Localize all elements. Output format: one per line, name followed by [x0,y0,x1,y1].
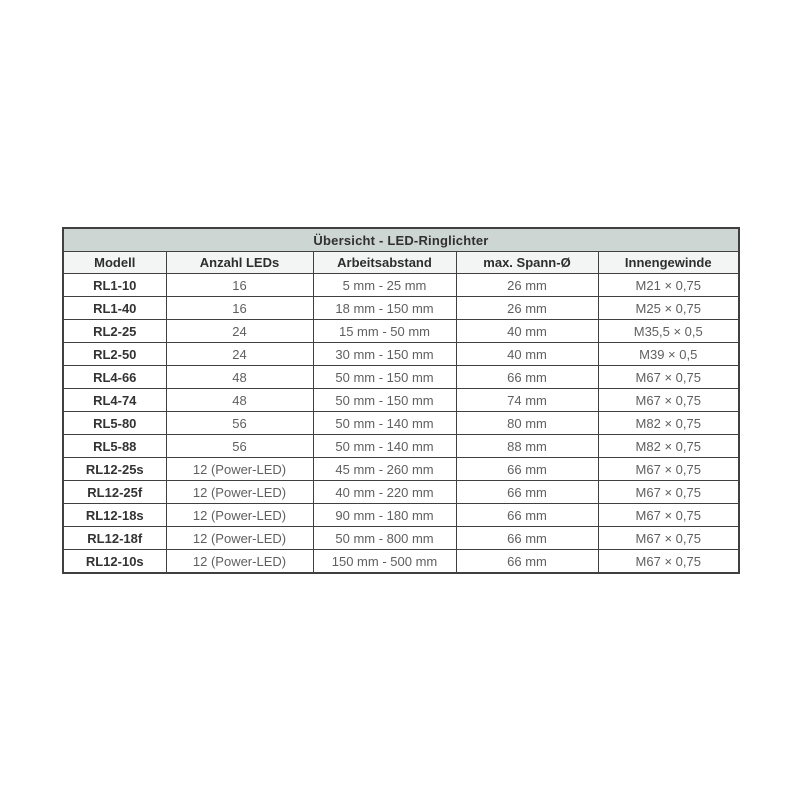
data-cell: 50 mm - 140 mm [313,412,456,435]
data-cell: 12 (Power-LED) [166,458,313,481]
model-cell: RL12-25s [63,458,166,481]
data-cell: 26 mm [456,297,598,320]
data-cell: 12 (Power-LED) [166,504,313,527]
model-cell: RL4-66 [63,366,166,389]
data-cell: 40 mm [456,320,598,343]
data-cell: 56 [166,412,313,435]
model-cell: RL12-10s [63,550,166,574]
data-cell: 50 mm - 150 mm [313,366,456,389]
data-cell: 66 mm [456,366,598,389]
model-cell: RL12-18f [63,527,166,550]
data-cell: 90 mm - 180 mm [313,504,456,527]
data-cell: 12 (Power-LED) [166,481,313,504]
data-cell: 24 [166,343,313,366]
data-cell: 16 [166,297,313,320]
model-cell: RL4-74 [63,389,166,412]
table-row [63,527,739,550]
data-cell: 50 mm - 150 mm [313,389,456,412]
data-cell: 50 mm - 800 mm [313,527,456,550]
data-cell: M67 × 0,75 [598,550,739,574]
data-cell: 66 mm [456,458,598,481]
title-row [63,228,739,252]
data-cell: 66 mm [456,550,598,574]
column-header: Innengewinde [598,252,739,274]
table-row [63,274,739,297]
table-row [63,458,739,481]
data-cell: 80 mm [456,412,598,435]
data-cell: 12 (Power-LED) [166,550,313,574]
table-row [63,550,739,574]
model-cell: RL2-25 [63,320,166,343]
data-cell: M82 × 0,75 [598,435,739,458]
data-cell: 45 mm - 260 mm [313,458,456,481]
led-ringlight-table-container [62,227,740,574]
table-row [63,435,739,458]
column-header-row [63,252,739,274]
data-cell: M35,5 × 0,5 [598,320,739,343]
model-cell: RL5-80 [63,412,166,435]
data-cell: M82 × 0,75 [598,412,739,435]
model-cell: RL1-40 [63,297,166,320]
model-cell: RL12-18s [63,504,166,527]
data-cell: 5 mm - 25 mm [313,274,456,297]
data-cell: 30 mm - 150 mm [313,343,456,366]
led-ringlight-spec-table [62,227,740,574]
data-cell: 150 mm - 500 mm [313,550,456,574]
model-cell: RL2-50 [63,343,166,366]
data-cell: 12 (Power-LED) [166,527,313,550]
data-cell: 48 [166,389,313,412]
data-cell: 15 mm - 50 mm [313,320,456,343]
table-row [63,320,739,343]
model-cell: RL1-10 [63,274,166,297]
data-cell: 18 mm - 150 mm [313,297,456,320]
table-row [63,412,739,435]
data-cell: M67 × 0,75 [598,527,739,550]
data-cell: 66 mm [456,481,598,504]
column-header: Anzahl LEDs [166,252,313,274]
table-row [63,297,739,320]
data-cell: M67 × 0,75 [598,458,739,481]
data-cell: 50 mm - 140 mm [313,435,456,458]
data-cell: 66 mm [456,504,598,527]
data-cell: M39 × 0,5 [598,343,739,366]
table-row [63,343,739,366]
data-cell: M67 × 0,75 [598,504,739,527]
table-row [63,504,739,527]
data-cell: 26 mm [456,274,598,297]
data-cell: 40 mm [456,343,598,366]
column-header: Modell [63,252,166,274]
data-cell: 74 mm [456,389,598,412]
data-cell: M67 × 0,75 [598,389,739,412]
data-cell: 56 [166,435,313,458]
table-body [63,274,739,574]
data-cell: M21 × 0,75 [598,274,739,297]
column-header: Arbeitsabstand [313,252,456,274]
table-row [63,366,739,389]
data-cell: 48 [166,366,313,389]
data-cell: M25 × 0,75 [598,297,739,320]
data-cell: 88 mm [456,435,598,458]
data-cell: 40 mm - 220 mm [313,481,456,504]
data-cell: M67 × 0,75 [598,481,739,504]
model-cell: RL12-25f [63,481,166,504]
table-title: Übersicht - LED-Ringlichter [63,228,739,252]
data-cell: 16 [166,274,313,297]
data-cell: M67 × 0,75 [598,366,739,389]
data-cell: 66 mm [456,527,598,550]
column-header: max. Spann-Ø [456,252,598,274]
data-cell: 24 [166,320,313,343]
table-row [63,481,739,504]
model-cell: RL5-88 [63,435,166,458]
table-row [63,389,739,412]
